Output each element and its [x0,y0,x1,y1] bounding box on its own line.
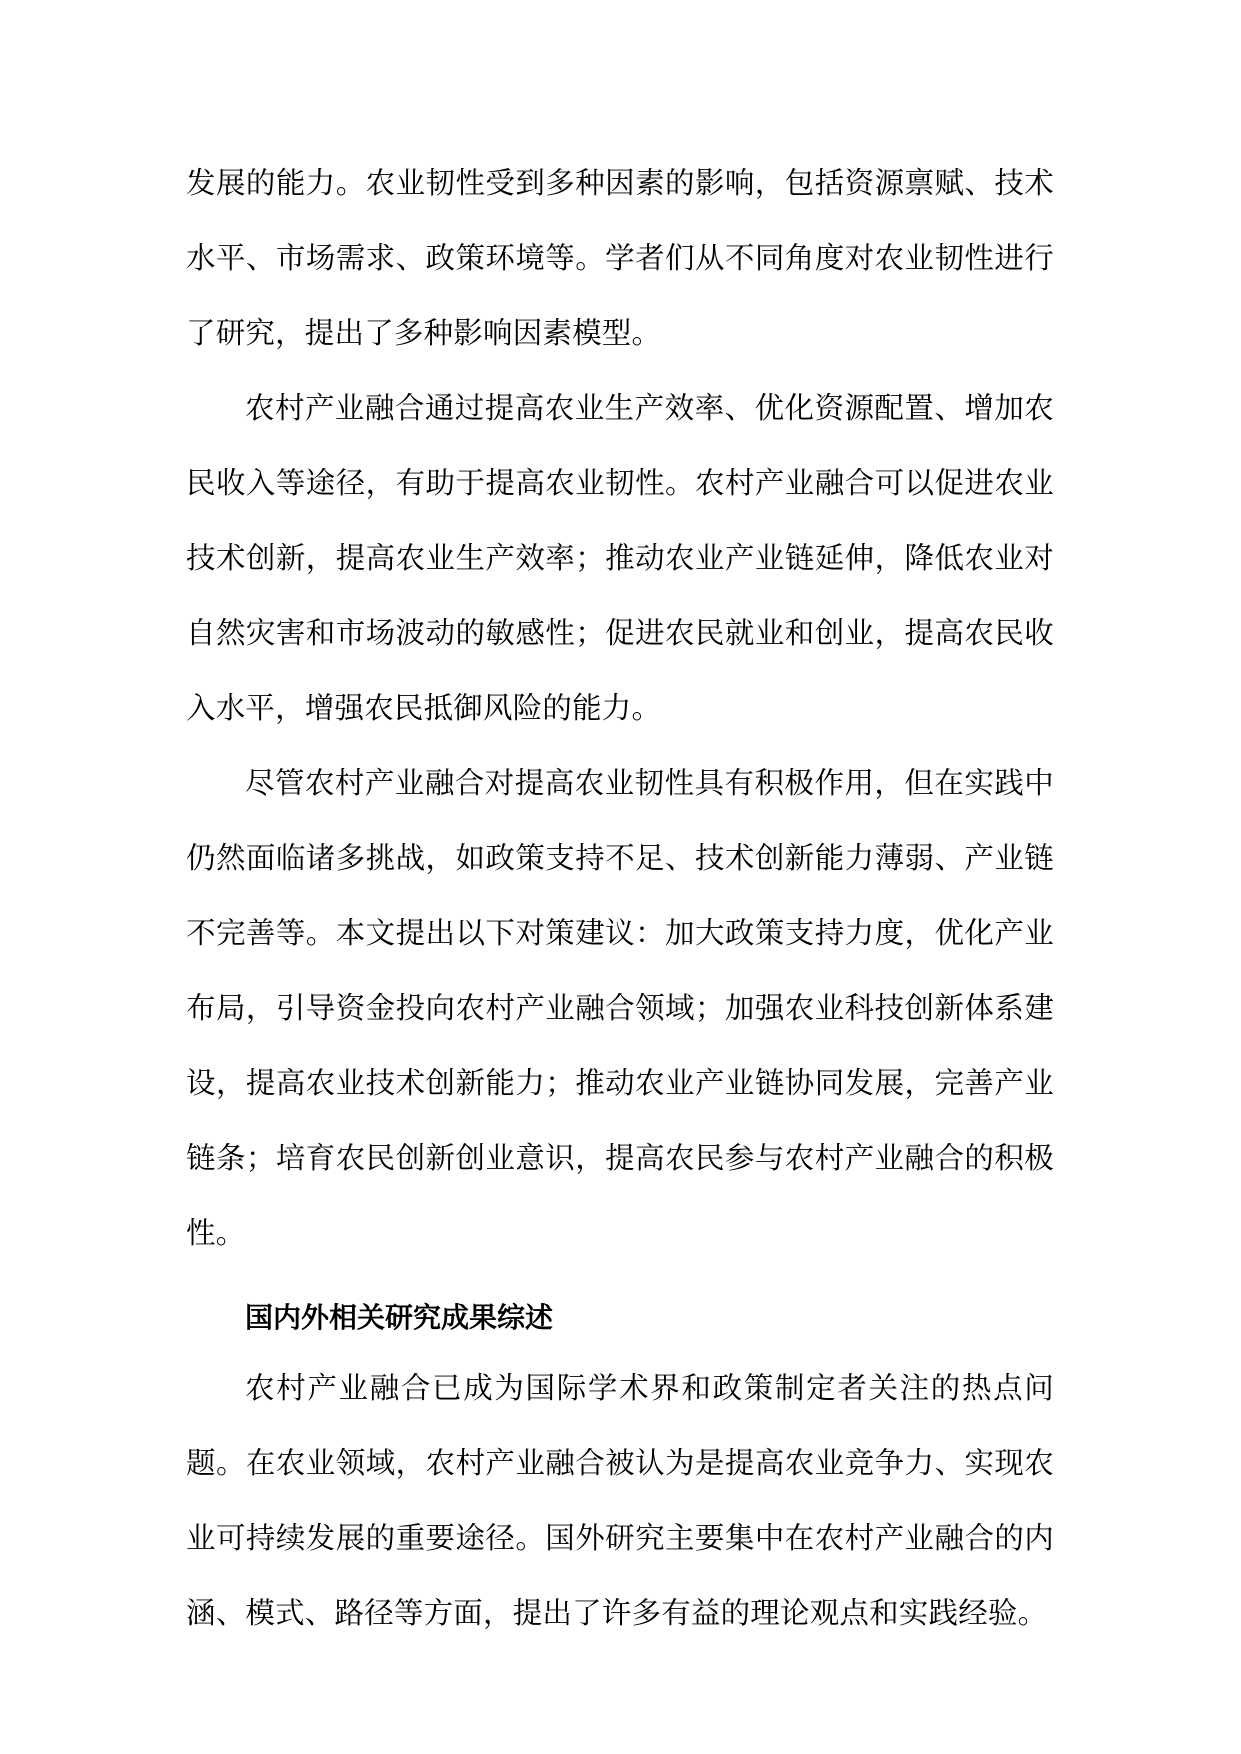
document-page [186,146,1054,1651]
body-paragraph-continued: 发展的能力。农业韧性受到多种因素的影响，包括资源禀赋、技术水平、市场需求、政策环境等。学者们从不同角度对农业韧性进行了研究，提出了多种影响因素模型。 [186,166,1054,350]
body-paragraph: 农村产业融合通过提高农业生产效率、优化资源配置、增加农民收入等途径，有助于提高农业韧性。农村产业融合可以促进农业技术创新，提高农业生产效率；推动农业产业链延伸，降低农业对自然灾害和市场波动的敏感性；促进农民就业和创业，提高农民收入水平，增强农民抵御风险的能力。 [186,391,1054,725]
body-paragraph: 尽管农村产业融合对提高农业韧性具有积极作用，但在实践中仍然面临诸多挑战，如政策支持不足、技术创新能力薄弱、产业链不完善等。本文提出以下对策建议：加大政策支持力度，优化产业布局，引导资金投向农村产业融合领域；加强农业科技创新体系建设，提高农业技术创新能力；推动农业产业链协同发展，完善产业链条；培育农民创新创业意识，提高农民参与农村产业融合的积极性。 [186,766,1054,1250]
body-paragraph: 农村产业融合已成为国际学术界和政策制定者关注的热点问题。在农业领域，农村产业融合被认为是提高农业竞争力、实现农业可持续发展的重要途径。国外研究主要集中在农村产业融合的内涵、模式、路径等方面，提出了许多有益的理论观点和实践经验。 [186,1371,1054,1630]
section-heading: 国内外相关研究成果综述 [245,1301,554,1334]
